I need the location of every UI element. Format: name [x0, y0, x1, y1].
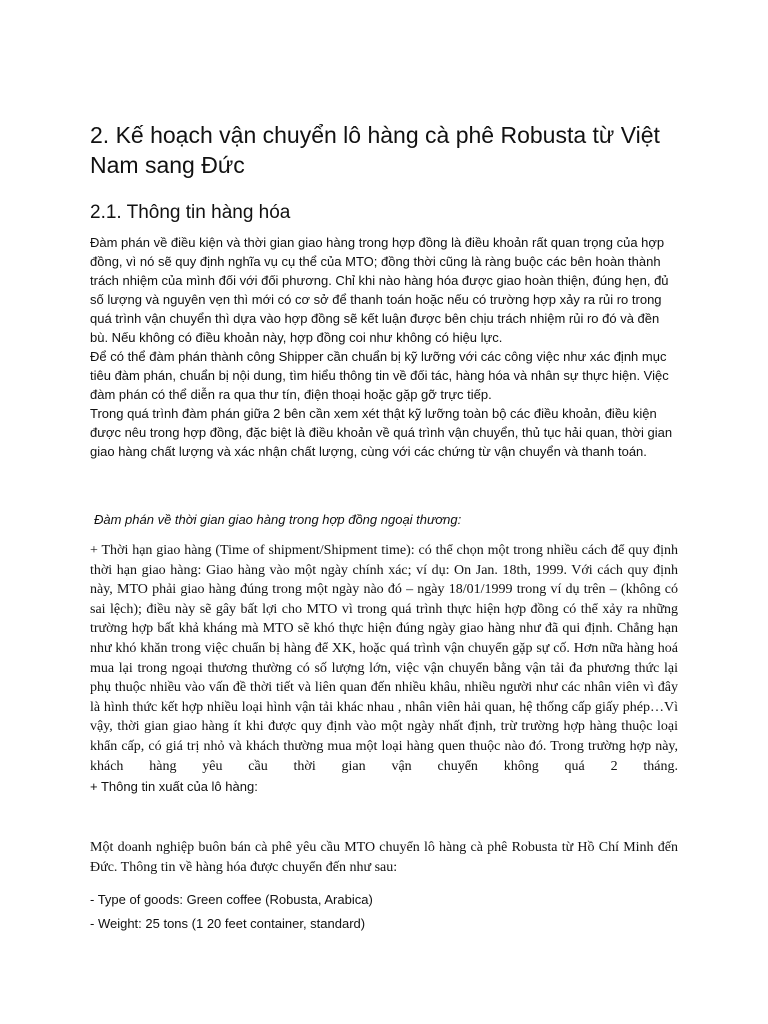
delivery-time-paragraph: + Thời hạn giao hàng (Time of shipment/Shipment time): có thể chọn một trong nhiều cách để quy định thời hạn giao hàng: Giao hàng vào một ngày chính xác; ví dụ: On Jan. 18th, 1999. Với cách quy định này, MTO phải giao hàng đúng trong một ngày nào đó – ngày 18/01/1999 trong ví dụ trên – (không có sai lệch); điều này sẽ gây bất lợi cho MTO vì trong quá trình thực hiện hợp đồng có thể xảy ra những trường hợp bất khả kháng mà MTO sẽ khó thực hiện đúng ngày giao hàng như đã qui định. Chẳng hạn như khó khăn trong việc chuẩn bị hàng để XK, hoặc quá trình vận chuyển gặp sự cố. Hơn nữa hàng hoá mua lại trong ngoại thương thường có số lượng lớn, việc vận chuyển bằng vận tải đa phương thức lại phụ thuộc nhiều vào vấn đề thời tiết và liên quan đến nhiều khâu, nhiều người như các nhân viên vì đây là hình thức kết hợp nhiều loại hình vận tải khác nhau , nhân viên hải quan, hệ thống cấp giấy phép…Vì vậy, thời gian giao hàng ít khi được quy định vào một ngày nhất định, trừ trường hợp hàng thuộc loại khẩn cấp, có giá trị nhỏ và khách thường mua một loại hàng quen thuộc nào đó. Trong trường hợp này, khách hàng yêu cầu thời gian vận chuyển không quá 2 tháng. — [90, 543, 678, 774]
export-info-paragraph: Một doanh nghiệp buôn bán cà phê yêu cầu MTO chuyển lô hàng cà phê Robusta từ Hồ Chí Minh đến Đức. Thông tin về hàng hóa được chuyển đến như sau: — [90, 840, 678, 875]
goods-list — [90, 888, 678, 936]
intro-paragraphs — [90, 233, 680, 461]
section-heading: 2.1. Thông tin hàng hóa — [90, 202, 291, 223]
export-info-heading: + Thông tin xuất của lô hàng: — [90, 779, 258, 794]
list-item-type-of-goods: - Type of goods: Green coffee (Robusta, Arabica) — [90, 892, 373, 907]
paragraph-shipper-preparation: Để có thể đàm phán thành công Shipper cần chuẩn bị kỹ lưỡng với các công việc như xác định mục tiêu đàm phán, chuẩn bị nội dung, tìm hiểu thông tin về đối tác, hàng hóa và nhân sự thực hiện. Việc đàm phán có thể diễn ra qua thư tín, điện thoại hoặc gặp gỡ trực tiếp. — [90, 349, 669, 402]
paragraph-negotiation-importance: Đàm phán về điều kiện và thời gian giao hàng trong hợp đồng là điều khoản rất quan trọng của hợp đồng, vì nó sẽ quy định nghĩa vụ cụ thể của MTO; đồng thời cũng là ràng buộc các bên hoàn thành trách nhiệm của mình đối với đối phương. Chỉ khi nào hàng hóa được giao hoàn thiện, đúng hẹn, đủ số lượng và nguyên vẹn thì mới có cơ sở để thanh toán hoặc nếu có trường hợp xảy ra rủi ro trong quá trình vận chuyển thì dựa vào hợp đồng sẽ kết luận được bên chịu trách nhiệm rủi ro đó và đền bù. Nếu không có điều khoản này, hợp đồng coi như không có hiệu lực. — [90, 235, 669, 345]
italic-note: Đàm phán về thời gian giao hàng trong hợp đồng ngoại thương: — [94, 512, 462, 527]
document-title: 2. Kế hoạch vận chuyển lô hàng cà phê Robusta từ Việt Nam sang Đức — [90, 122, 660, 178]
paragraph-negotiation-process: Trong quá trình đàm phán giữa 2 bên cần xem xét thật kỹ lưỡng toàn bộ các điều khoản, điều kiện được nêu trong hợp đồng, đặc biệt là điều khoản về quá trình vận chuyển, thủ tục hải quan, thời gian giao hàng chất lượng và xác nhận chất lượng, cùng với các chứng từ vận chuyển và thanh toán. — [90, 406, 673, 459]
list-item-weight: - Weight: 25 tons (1 20 feet container, standard) — [90, 916, 366, 931]
